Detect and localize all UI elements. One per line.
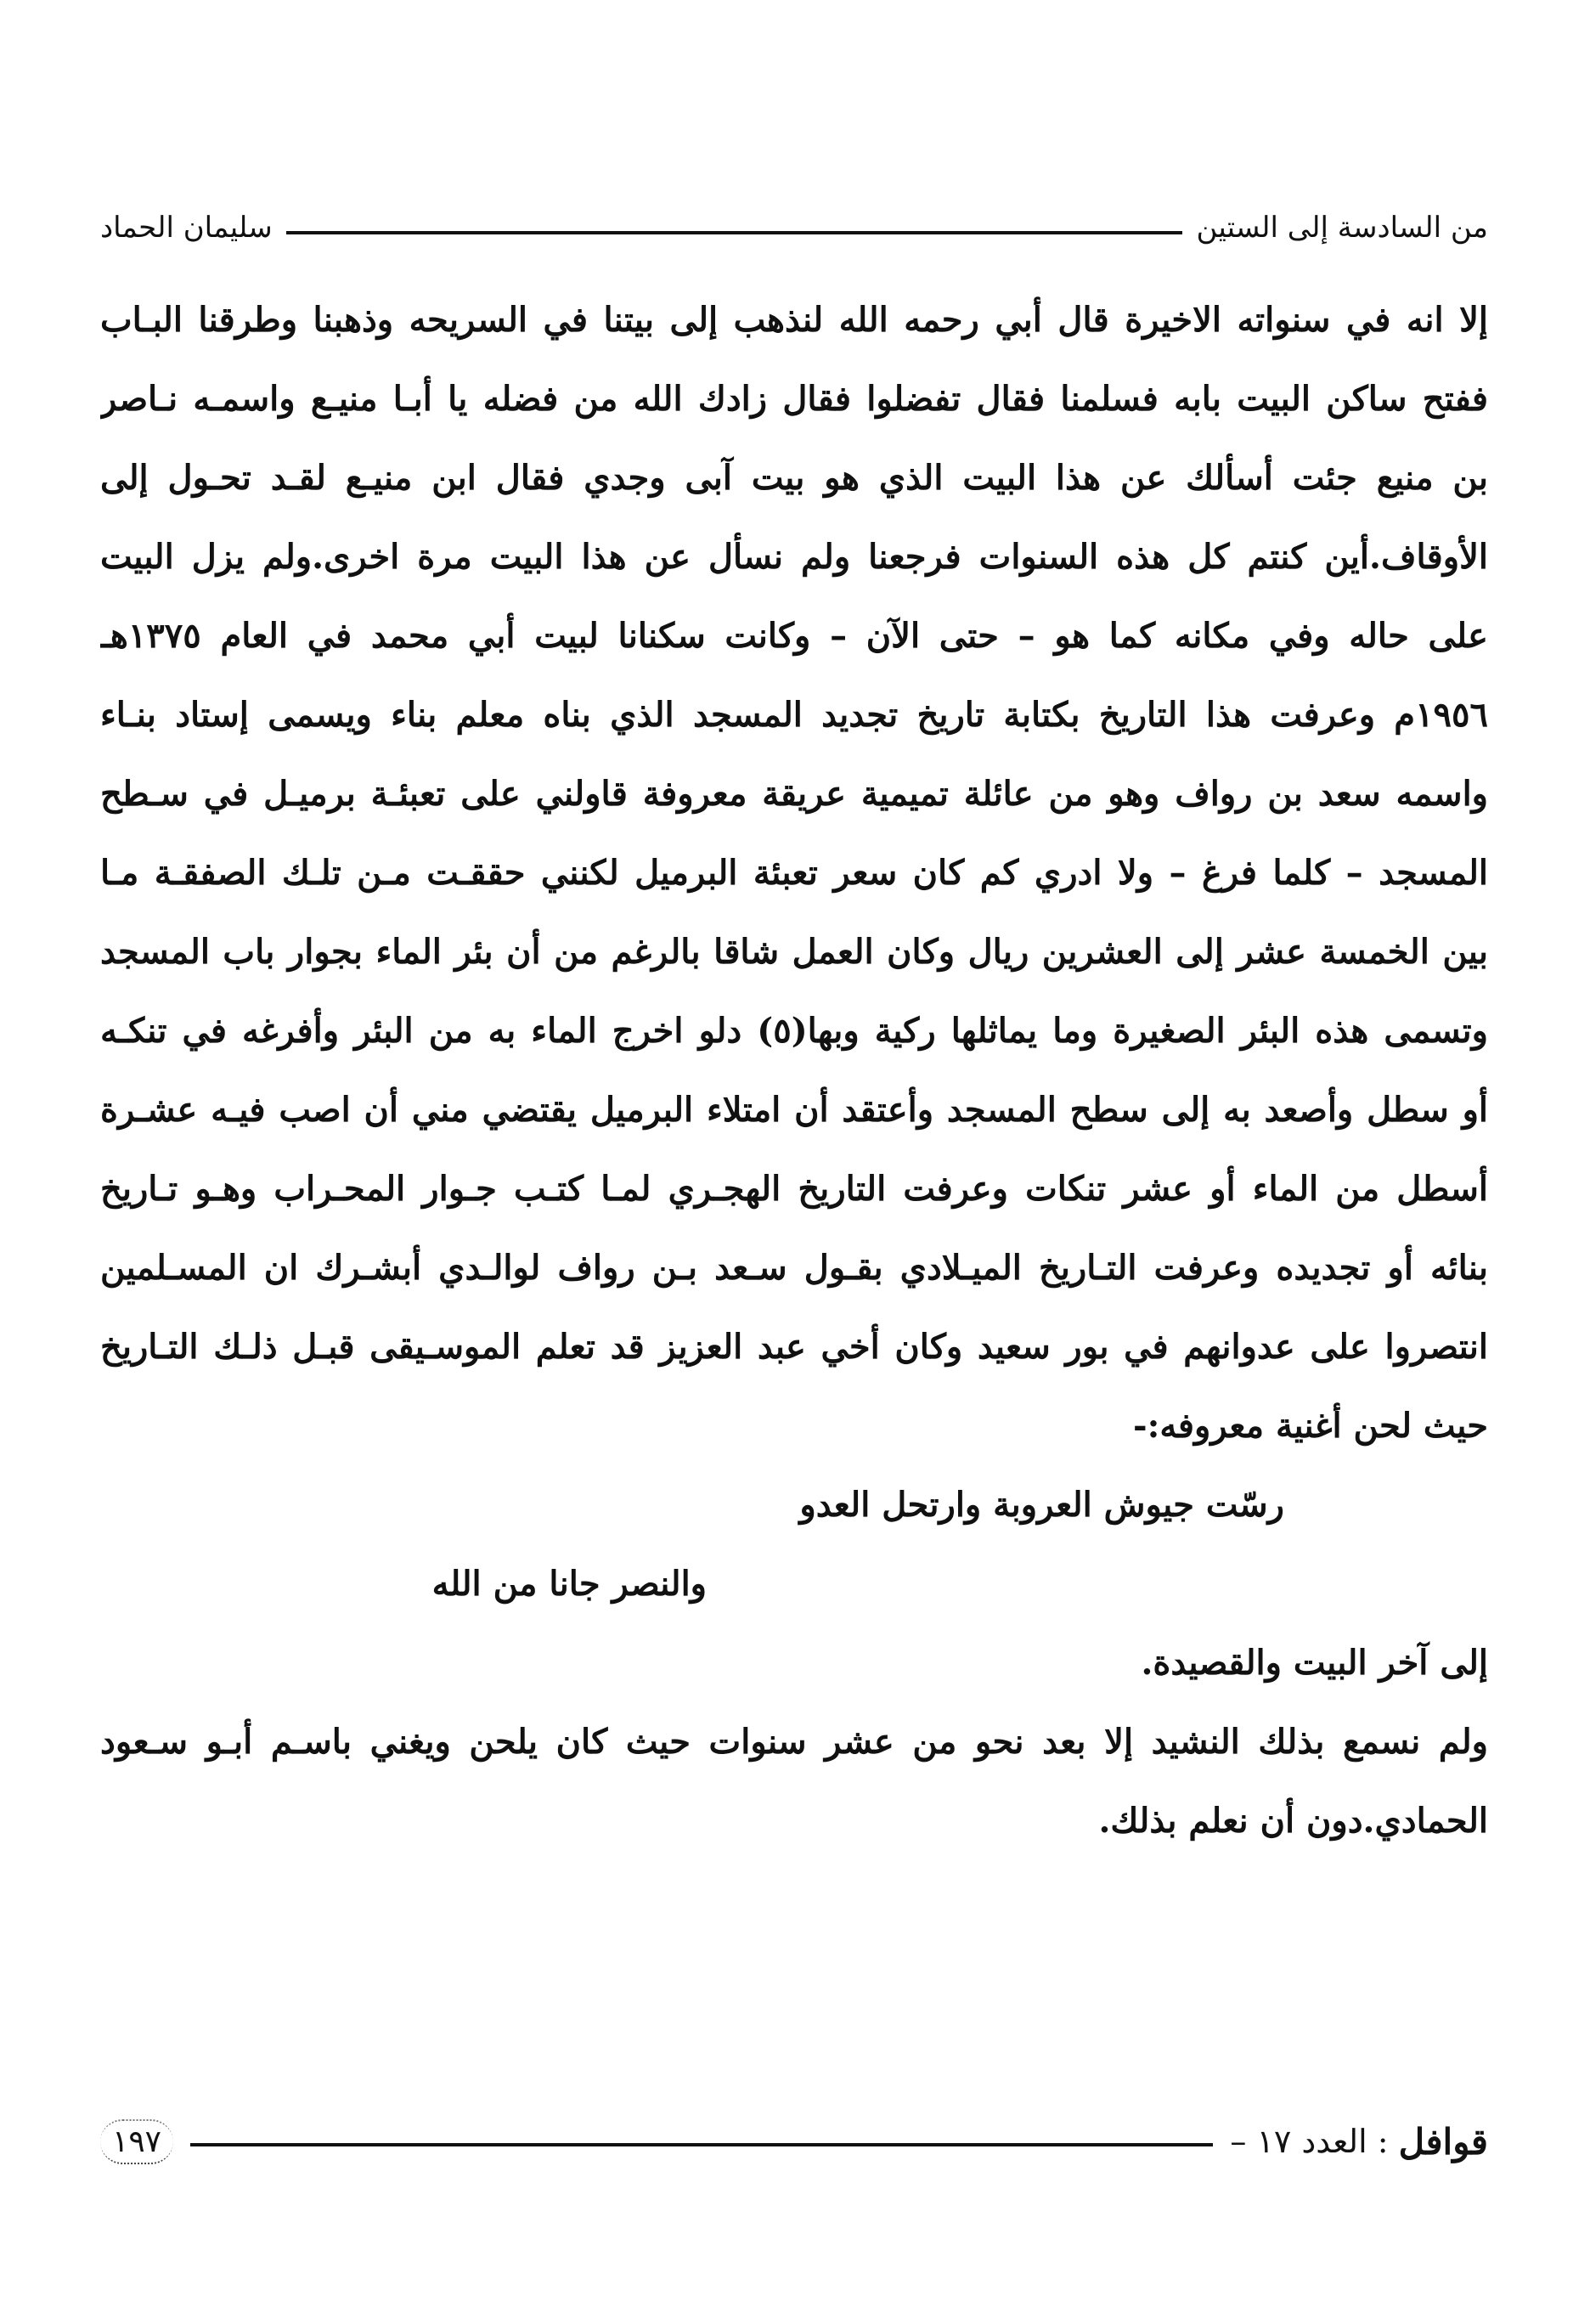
footer-issue: : العدد ١٧ –: [1230, 2123, 1389, 2160]
body-line: إلا انه في سنواته الاخيرة قال أبي رحمه الله لنذهب إلى بيتنا في السريحه وذهبنا وطرقنا البـاب: [100, 300, 1488, 340]
footer-rule: [190, 2143, 1213, 2146]
body-line: على حاله وفي مكانه كما هو – حتى الآن – وكانت سكنانا لبيت أبي محمد في العام ١٣٧٥هـ: [100, 616, 1488, 656]
header-title: من السادسة إلى الستين: [1196, 211, 1488, 245]
body-line: المسجد – كلما فرغ – ولا ادري كم كان سعر تعبئة البرميل لكنني حققـت مـن تلـك الصفقـة مـا: [100, 853, 1488, 893]
body-line: أو سطل وأصعد به إلى سطح المسجد وأعتقد أن امتلاء البرميل يقتضي مني أن اصب فيـه عشـرة: [100, 1090, 1488, 1130]
body-line: ١٩٥٦م وعرفت هذا التاريخ بكتابة تاريخ تجديد المسجد الذي بناه معلم بناء ويسمى إستاد بنـاء: [100, 695, 1488, 735]
closing-line: الحمادي.دون أن نعلم بذلك.: [1098, 1801, 1488, 1841]
header-rule: [286, 231, 1183, 234]
body-line: بنائه أو تجديده وعرفت التـاريخ الميـلادي بقـول سـعد بـن رواف لوالـدي أبشـرك ان المسـلمين: [100, 1248, 1488, 1288]
running-header: [100, 202, 1488, 253]
closing-line: ولم نسمع بذلك النشيد إلا بعد نحو من عشر سنوات حيث كان يلحن ويغني باسـم أبـو سـعود: [100, 1722, 1488, 1762]
body-line: أسطل من الماء أو عشر تنكات وعرفت التاريخ الهجـري لمـا كتـب جـوار المحـراب وهـو تـاريخ: [100, 1169, 1488, 1209]
verse-line-2: والنصر جانا من الله: [431, 1564, 707, 1604]
body-line: واسمه سعد بن رواف وهو من عائلة تميمية عريقة معروفة قاولني على تعبئـة برميـل في سـطح: [100, 774, 1488, 814]
body-line: ففتح ساكن البيت بابه فسلمنا فقال تفضلوا فقال زادك الله من فضله يا أبـا منيـع واسمـه نـاصر: [100, 379, 1488, 419]
running-footer: [100, 2112, 1488, 2171]
closing-line: إلى آخر البيت والقصيدة.: [1141, 1643, 1488, 1683]
body-line: انتصروا على عدوانهم في بور سعيد وكان أخي عبد العزيز قد تعلم الموسـيقى قبـل ذلـك التـاريخ: [100, 1327, 1488, 1367]
body-line: بن منيع جئت أسألك عن هذا البيت الذي هو بيت آبى وجدي فقال ابن منيـع لقـد تحـول إلى: [100, 458, 1488, 498]
body-text: [100, 280, 1488, 1860]
verse-line-1: رسّت جيوش العروبة وارتحل العدو: [799, 1485, 1284, 1525]
body-line: بين الخمسة عشر إلى العشرين ريال وكان العمل شاقا بالرغم من أن بئر الماء بجوار باب المسجد: [100, 932, 1488, 972]
page-number: ١٩٧: [100, 2119, 173, 2164]
header-author: سليمان الحماد: [100, 211, 273, 245]
body-line: حيث لحن أغنية معروفه:-: [1133, 1406, 1488, 1446]
body-line: وتسمى هذه البئر الصغيرة وما يماثلها ركية وبها(٥) دلو اخرج الماء به من البئر وأفرغه في تنكـه: [100, 1011, 1488, 1051]
footer-journal-name: قوافل: [1398, 2120, 1488, 2163]
body-line: الأوقاف.أين كنتم كل هذه السنوات فرجعنا ولم نسأل عن هذا البيت مرة اخرى.ولم يزل البيت: [100, 537, 1488, 577]
